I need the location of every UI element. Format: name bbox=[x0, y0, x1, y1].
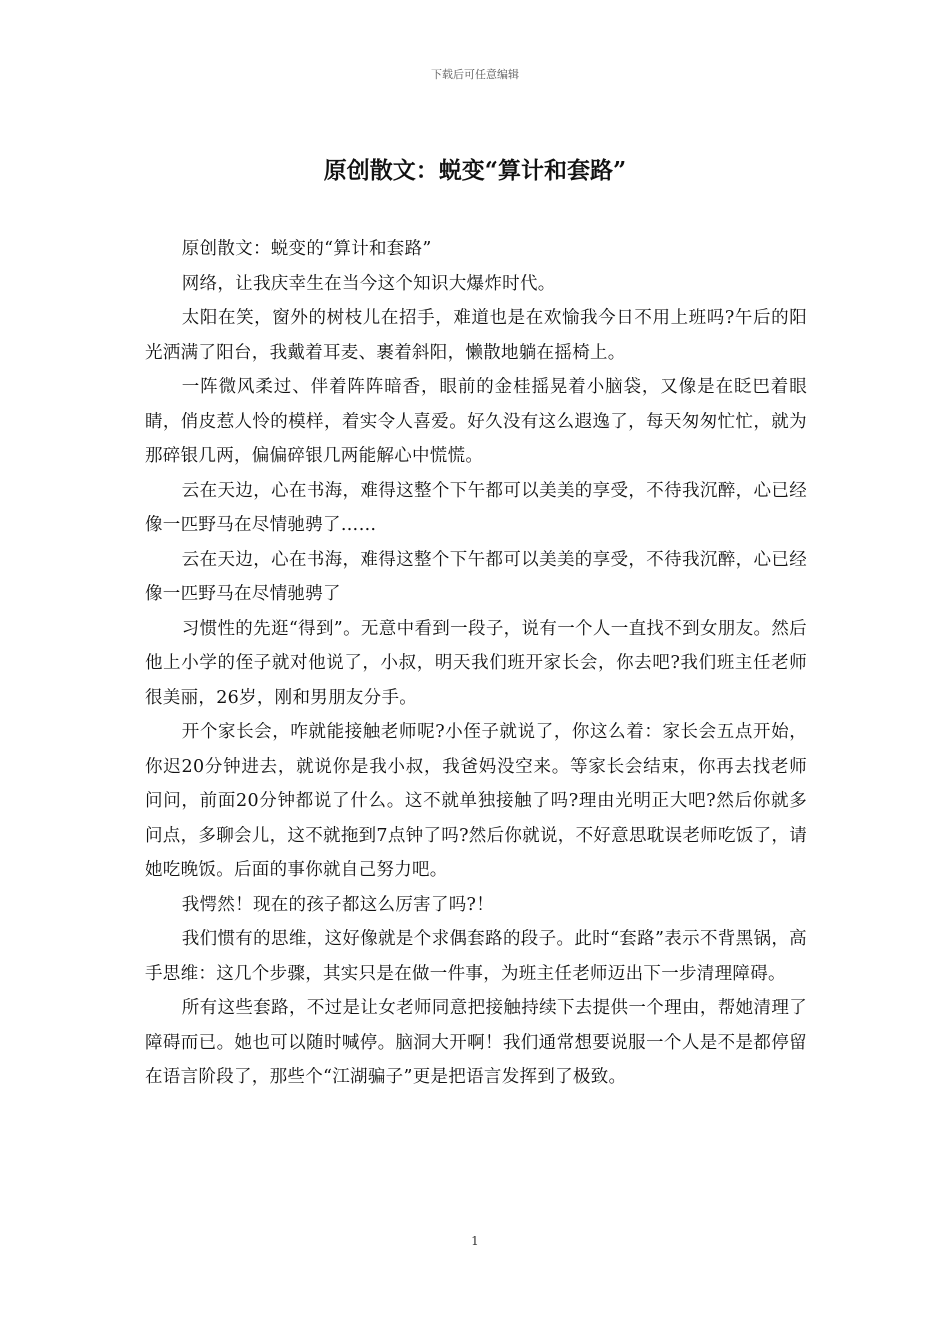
paragraph-2: 网络，让我庆幸生在当今这个知识大爆炸时代。 bbox=[181, 273, 556, 294]
paragraph-10: 我们惯有的思维，这好像就是个求偶套路的段子。此时“套路”表示不背黑锅，高手思维：这几个步骤，其实只是在做一件事，为班主任老师迈出下一步清理障碍。 bbox=[145, 929, 807, 984]
paragraph-5: 云在天边，心在书海，难得这整个下午都可以美美的享受，不待我沉醉，心已经像一匹野马在尽情驰骋了…… bbox=[145, 480, 807, 535]
paragraph-8: 开个家长会，咋就能接触老师呢?小侄子就说了，你这么着：家长会五点开始，你迟20分钟进去，就说你是我小叔，我爸妈没空来。等家长会结束，你再去找老师问问，前面20分钟都说了什么。这不就单独接触了吗?理由光明正大吧?然后你就多问点，多聊会儿，这不就拖到7点钟了吗?然后你就说，不好意思耽误老师吃饭了，请她吃晚饭。后面的事你就自己努力吧。 bbox=[145, 722, 807, 880]
paragraph-9: 我愕然！现在的孩子都这么厉害了吗?！ bbox=[181, 894, 495, 915]
document-body bbox=[145, 232, 807, 1095]
paragraph-6: 云在天边，心在书海，难得这整个下午都可以美美的享受，不待我沉醉，心已经像一匹野马在尽情驰骋了 bbox=[145, 549, 807, 604]
page-number: 1 bbox=[471, 1234, 479, 1248]
paragraph-7: 习惯性的先逛“得到”。无意中看到一段子，说有一个人一直找不到女朋友。然后他上小学的侄子就对他说了，小叔，明天我们班开家长会，你去吧?我们班主任老师很美丽，26岁，刚和男朋友分手。 bbox=[145, 618, 807, 708]
paragraph-11: 所有这些套路，不过是让女老师同意把接触持续下去提供一个理由，帮她清理了障碍而已。她也可以随时喊停。脑洞大开啊！我们通常想要说服一个人是不是都停留在语言阶段了，那些个“江湖骗子”更是把语言发挥到了极致。 bbox=[145, 998, 807, 1087]
paragraph-3: 太阳在笑，窗外的树枝儿在招手，难道也是在欢愉我今日不用上班吗?午后的阳光洒满了阳台，我戴着耳麦、裹着斜阳，懒散地躺在摇椅上。 bbox=[145, 308, 807, 363]
document-title: 原创散文：蜕变“算计和套路” bbox=[323, 157, 627, 184]
paragraph-4: 一阵微风柔过、伴着阵阵暗香，眼前的金桂摇晃着小脑袋，又像是在眨巴着眼睛，俏皮惹人怜的模样，着实令人喜爱。好久没有这么遐逸了，每天匆匆忙忙，就为那碎银几两，偏偏碎银几两能解心中慌慌。 bbox=[145, 377, 807, 466]
paragraph-1: 原创散文：蜕变的“算计和套路” bbox=[181, 239, 432, 259]
header-note: 下载后可任意编辑 bbox=[431, 68, 519, 81]
